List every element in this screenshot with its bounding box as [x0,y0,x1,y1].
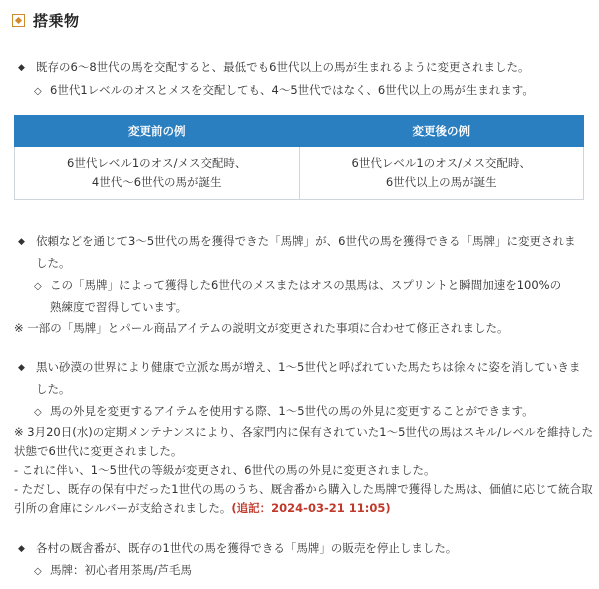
bullet-diamond-icon: ◆ [18,63,25,73]
comparison-table [14,115,584,200]
sub-diamond-icon: ◇ [34,407,42,418]
list-item-continuation: した。 [36,382,71,396]
note-text: 状態で6世代に変更されました。 [14,444,183,458]
sub-list-item: ◇ この「馬牌」によって獲得した6世代のメスまたはオスの黒馬は、スプリントと瞬間加速を100%の [34,277,561,295]
table-cell-before: 6世代レベル1のオス/メス交配時、 4世代～6世代の馬が誕生 [15,147,300,200]
note-text: ※ 3月20日(水)の定期メンテナンスにより、各家門内に保有されていた1～5世代の馬はスキル/レベルを維持した [14,425,594,439]
added-timestamp: (追記：2024-03-21 11:05) [231,501,391,515]
diamond-icon [12,14,25,27]
sub-list-item: ◇ 馬の外見を変更するアイテムを使用する際、1～5世代の馬の外見に変更することができます。 [34,403,534,421]
bullet-diamond-icon: ◆ [18,544,25,554]
note-text: - これに伴い、1～5世代の等級が変更され、6世代の馬の外見に変更されました。 [14,463,436,477]
list-item: ◆ 依頼などを通じて3～5世代の馬を獲得できた「馬牌」が、6世代の馬を獲得できる「馬牌」に変更されま [18,234,576,248]
sub-list-item: ◇ 6世代1レベルのオスとメスを交配しても、4～5世代ではなく、6世代以上の馬が生まれます。 [34,82,534,100]
section-heading [12,10,80,31]
list-item: ◆ 黒い砂漠の世界により健康で立派な馬が増え、1～5世代と呼ばれていた馬たちは徐々に姿を消していきま [18,360,581,374]
sub-diamond-icon: ◇ [34,281,42,292]
sub-diamond-icon: ◇ [34,86,42,97]
table-header-after: 変更後の例 [299,116,584,147]
list-item: ◆ 既存の6～8世代の馬を交配すると、最低でも6世代以上の馬が生まれるように変更されました。 [18,60,530,74]
sub-diamond-icon: ◇ [34,566,42,577]
list-item: ◆ 各村の厩舎番が、既存の1世代の馬を獲得できる「馬牌」の販売を停止しました。 [18,541,458,555]
table-header-before: 変更前の例 [15,116,300,147]
bullet-diamond-icon: ◆ [18,237,25,247]
note-text: - ただし、既存の保有中だった1世代の馬のうち、厩舎番から購入した馬牌で獲得した馬は、価値に応じて統合取 [14,482,593,496]
sub-list-item-continuation: 熟練度で習得しています。 [50,300,188,314]
bullet-diamond-icon: ◆ [18,363,25,373]
note-text: ※ 一部の「馬牌」とパール商品アイテムの説明文が変更された事項に合わせて修正されました。 [14,321,509,335]
table-cell-after: 6世代レベル1のオス/メス交配時、 6世代以上の馬が誕生 [299,147,584,200]
list-item-continuation: した。 [36,256,71,270]
sub-list-item: ◇ 馬牌：初心者用茶馬/芦毛馬 [34,562,192,580]
note-text: 引所の倉庫にシルバーが支給されました。(追記：2024-03-21 11:05) [14,501,391,515]
page-title: 搭乗物 [33,12,80,30]
